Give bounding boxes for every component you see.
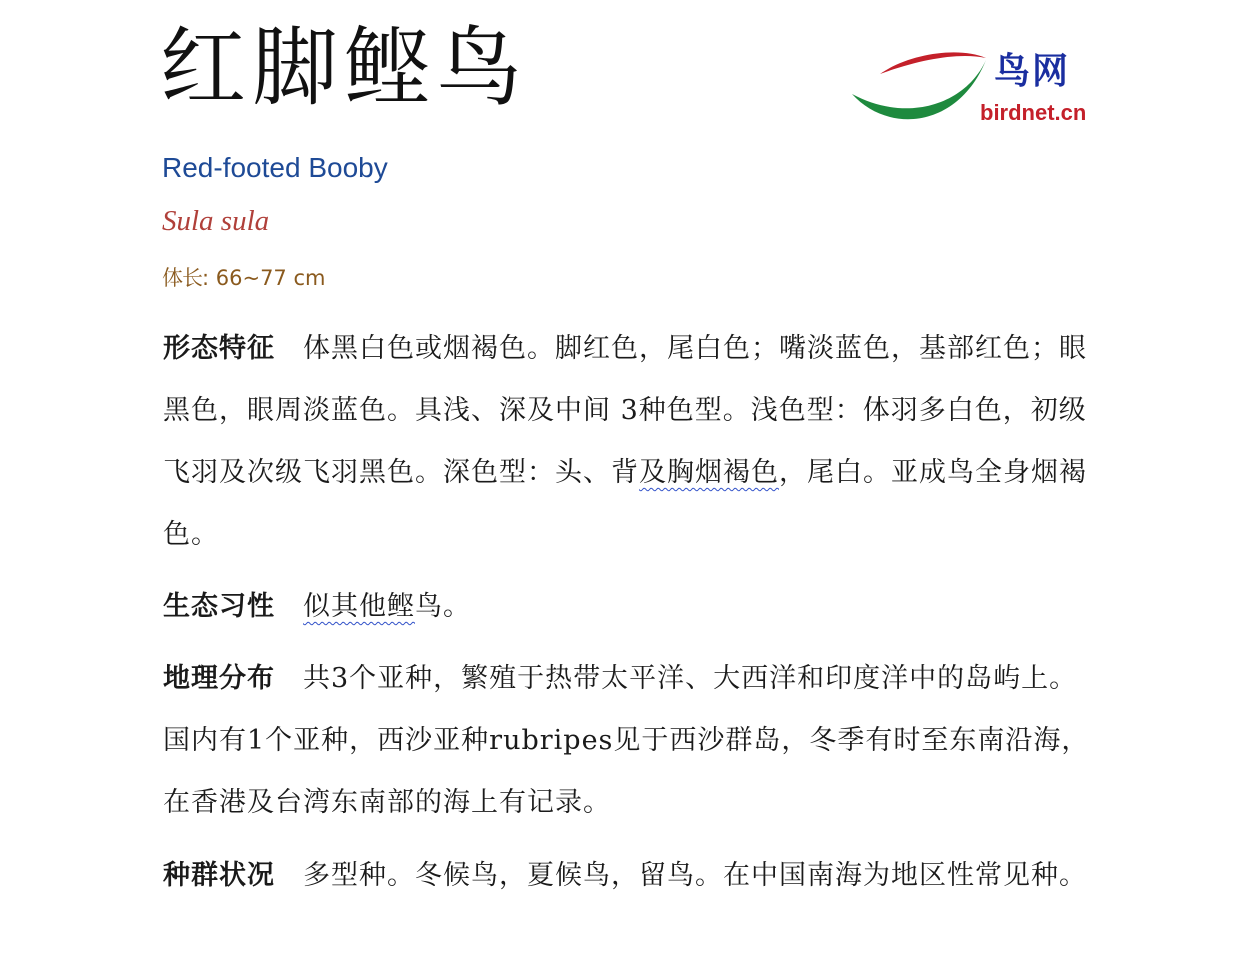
- section-text: 体黑白色或烟褐色。脚红色，尾白色；嘴淡蓝色，基部红色；眼黑色，眼周淡蓝色。具浅、深及中间 3种色型。浅色型：体羽多白色，初级飞羽及次级飞羽黑色。深色型：头、背: [163, 333, 1087, 488]
- section-ecology: [163, 576, 1093, 638]
- spellcheck-underlined-text: 似其他鲣: [303, 591, 415, 622]
- spellcheck-underlined-text: 及胸烟褐色: [639, 457, 779, 488]
- logo-domain-text: birdnet.cn: [980, 100, 1087, 125]
- birdnet-logo: [848, 44, 1087, 134]
- logo-chinese-text: 鸟网: [994, 50, 1071, 92]
- section-heading: 地理分布: [163, 663, 275, 694]
- section-text: 鸟。: [415, 591, 471, 622]
- section-morphology: [163, 318, 1093, 566]
- section-heading: 生态习性: [163, 591, 275, 622]
- section-text: 多型种。冬候鸟，夏候鸟，留鸟。在中国南海为地区性常见种。: [303, 860, 1087, 891]
- section-text: ，尾白。亚成鸟全身烟褐色。: [163, 457, 1087, 550]
- section-heading: 种群状况: [163, 860, 275, 891]
- section-distribution: [163, 648, 1093, 834]
- section-heading: 形态特征: [163, 333, 275, 364]
- species-title: 红脚鲣鸟: [160, 18, 528, 118]
- section-text: 共3个亚种，繁殖于热带太平洋、大西洋和印度洋中的岛屿上。国内有1个亚种，西沙亚种rubripes见于西沙群岛，冬季有时至东南沿海，在香港及台湾东南部的海上有记录。: [163, 663, 1090, 818]
- english-name: Red-footed Booby: [162, 152, 388, 183]
- body-length-value: : 66~77 cm: [202, 266, 326, 290]
- body-length: [162, 263, 325, 293]
- latin-name: Sula sula: [162, 205, 270, 237]
- body-length-label: 体长: [162, 266, 202, 290]
- section-population: [163, 845, 1093, 907]
